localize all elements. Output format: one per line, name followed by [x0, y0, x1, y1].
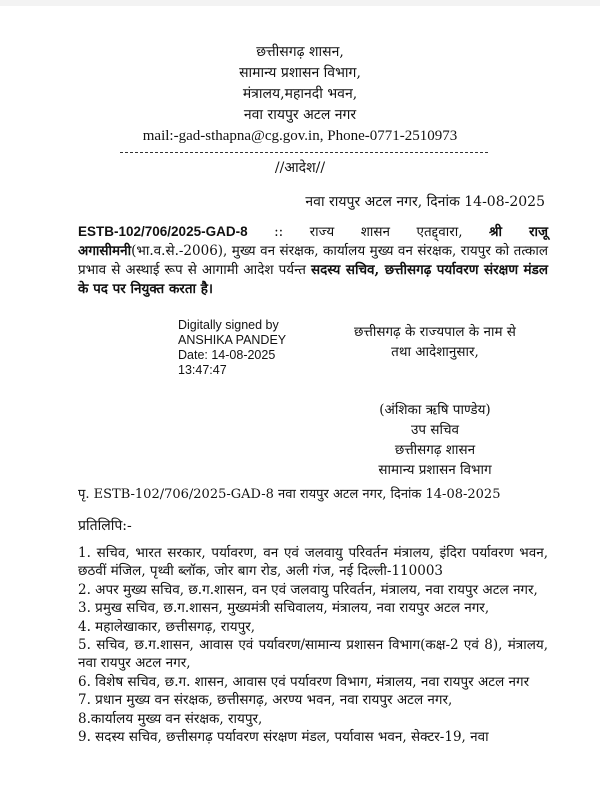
signature-line: Digitally signed by — [178, 318, 279, 332]
letterhead — [0, 42, 600, 147]
list-item: 4. महालेखाकार, छत्तीसगढ़, रायपुर, — [78, 618, 256, 635]
letterhead-line: मंत्रालय,महानदी भवन, — [242, 86, 358, 102]
signatory-designation: उप सचिव — [410, 422, 460, 438]
order-body — [78, 222, 548, 299]
signature-line: Date: 14-08-2025 — [178, 348, 276, 362]
list-item: 2. अपर मुख्य सचिव, छ.ग.शासन, वन एवं जलवायु परिवर्तन, मंत्रालय, नवा रायपुर अटल नगर, — [78, 581, 538, 598]
list-item: 8.कार्यालय मुख्य वन संरक्षक, रायपुर, — [78, 710, 263, 727]
copy-list — [78, 544, 548, 746]
list-item: 1. सचिव, भारत सरकार, पर्यावरण, वन एवं जलवायु परिवर्तन मंत्रालय, इंदिरा पर्यावरण भवन, छठवीं मंजिल, पृथ्वी ब्लॉक, जोर बाग रोड, अली गंज, नई दिल्ली-110003 — [78, 545, 548, 580]
date-line: नवा रायपुर अटल नगर, दिनांक 14-08-2025 — [305, 194, 545, 210]
appointed-post: सदस्य सचिव, छत्तीसगढ़ पर्यावरण संरक्षण मंडल के पद पर नियुक्त करता है। — [78, 262, 549, 297]
signature-line: ANSHIKA PANDEY — [178, 333, 287, 347]
copy-label: प्रतिलिपि:- — [78, 518, 132, 534]
signatory-block — [330, 400, 540, 480]
governor-line: छत्तीसगढ़ के राज्यपाल के नाम से — [354, 324, 516, 340]
signatory-department: सामान्य प्रशासन विभाग — [378, 462, 492, 478]
signatory-govt: छत्तीसगढ़ शासन — [394, 442, 476, 458]
list-item: 5. सचिव, छ.ग.शासन, आवास एवं पर्यावरण/सामान्य प्रशासन विभाग(कक्ष-2 एवं 8), मंत्रालय, नवा रायपुर अटल नगर, — [78, 637, 548, 672]
list-item: 7. प्रधान मुख्य वन संरक्षक, छत्तीसगढ़, अरण्य भवन, नवा रायपुर अटल नगर, — [78, 692, 453, 709]
list-item: 3. प्रमुख सचिव, छ.ग.शासन, मुख्यमंत्री सचिवालय, मंत्रालय, नवा रायपुर अटल नगर, — [78, 600, 490, 617]
order-number: ESTB-102/706/2025-GAD-8 — [78, 224, 248, 239]
endorsement-line: पृ. ESTB-102/706/2025-GAD-8 नवा रायपुर अटल नगर, दिनांक 14-08-2025 — [78, 487, 501, 502]
order-heading: //आदेश// — [274, 160, 326, 176]
list-item: 9. सदस्य सचिव, छत्तीसगढ़ पर्यावरण संरक्षण मंडल, पर्यावास भवन, सेक्टर-19, नवा — [78, 729, 489, 746]
divider — [120, 152, 488, 153]
letterhead-line: सामान्य प्रशासन विभाग, — [239, 65, 361, 81]
digital-signature — [178, 318, 318, 378]
governor-order — [330, 322, 540, 362]
list-item: 6. विशेष सचिव, छ.ग. शासन, आवास एवं पर्यावरण विभाग, मंत्रालय, नवा रायपुर अटल नगर — [78, 673, 530, 690]
officer-name: श्री राजू अगासीमनी — [78, 224, 548, 259]
letterhead-line: नवा रायपुर अटल नगर — [243, 107, 357, 123]
governor-line: तथा आदेशानुसार, — [391, 344, 479, 360]
signature-line: 13:47:47 — [178, 363, 227, 377]
contact-line: mail:-gad-sthapna@cg.gov.in, Phone-0771-2510973 — [142, 128, 458, 144]
page-top-strip — [0, 0, 600, 6]
order-text: :: राज्य शासन एतद्द्वारा, — [247, 224, 489, 240]
letterhead-line: छत्तीसगढ़ शासन, — [256, 44, 344, 60]
order-text: (भा.व.से.-2006), मुख्य वन संरक्षक, कार्यालय मुख्य वन संरक्षक, रायपुर को तत्काल प्रभाव से अस्थाई रूप से आगामी आदेश पर्यन्त — [78, 243, 548, 278]
signatory-name: (अंशिका ऋषि पाण्डेय) — [379, 402, 491, 418]
